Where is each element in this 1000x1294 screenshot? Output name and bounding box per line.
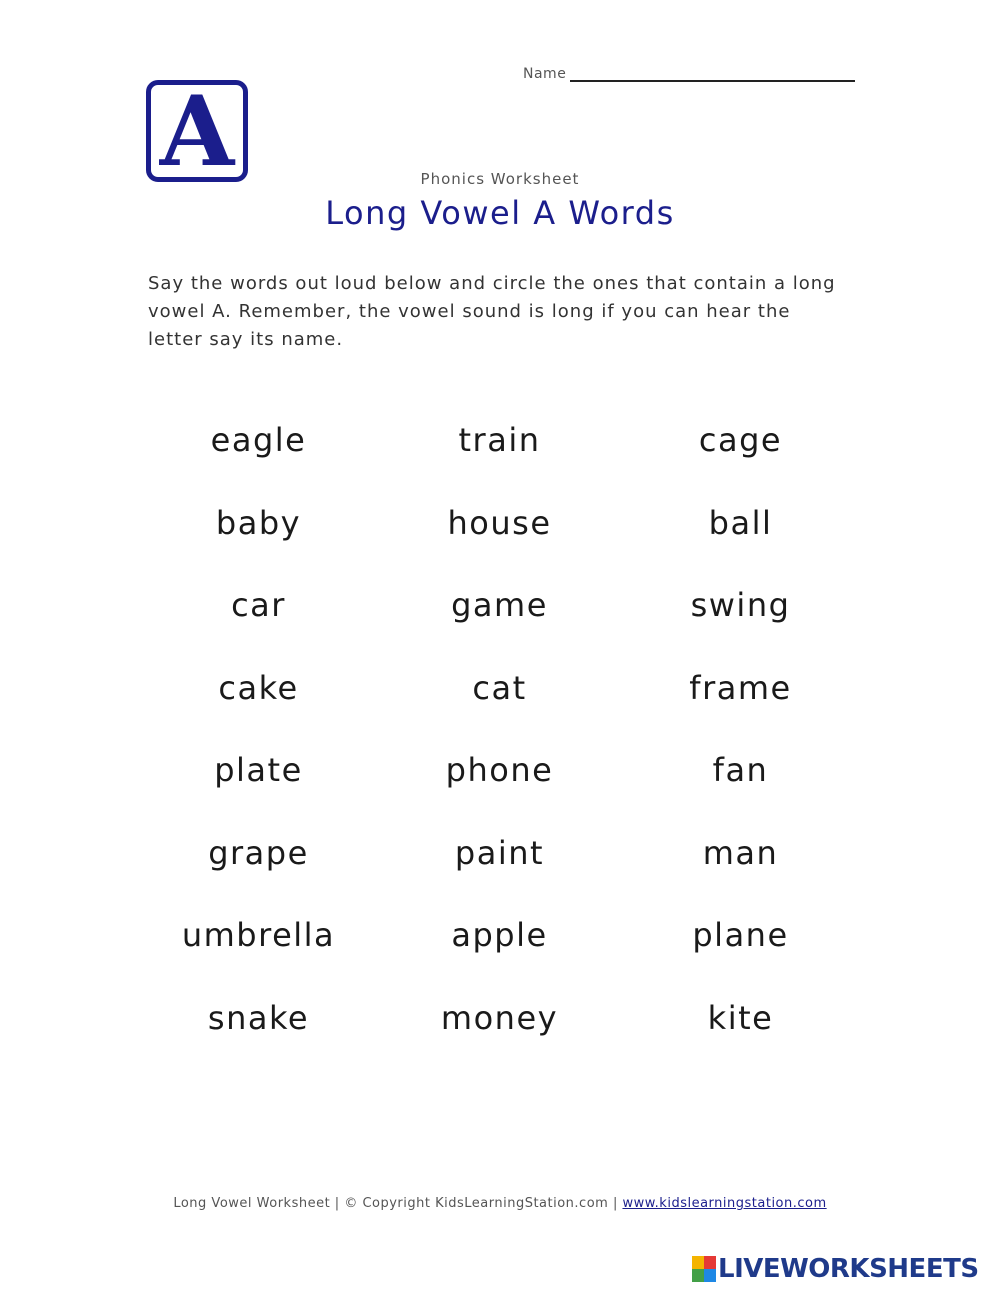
footer-copyright: Long Vowel Worksheet | © Copyright KidsLearningStation.com | [173,1196,618,1211]
word-item[interactable]: phone [445,751,554,789]
word-item[interactable]: cake [218,668,299,707]
word-item[interactable]: kite [707,998,774,1037]
word-item[interactable]: cage [698,421,783,459]
worksheet-title: Long Vowel A Words [325,194,675,232]
footer [0,1196,1000,1211]
word-item[interactable]: eagle [210,421,307,459]
word-item[interactable]: game [451,586,548,624]
logo-square [704,1269,716,1282]
logo-square [704,1256,716,1269]
logo-square [692,1256,704,1269]
word-item[interactable]: cat [472,668,527,707]
word-item[interactable]: frame [689,668,792,707]
name-label: Name [523,66,567,82]
worksheet-subtitle: Phonics Worksheet [420,170,580,188]
word-item[interactable]: fan [712,751,769,789]
word-item[interactable]: paint [454,833,545,872]
liveworksheets-logo [692,1254,979,1284]
word-item[interactable]: house [447,503,552,542]
word-item[interactable]: umbrella [181,916,336,954]
letter-badge-glyph: A [159,75,235,188]
liveworksheets-mark-icon [692,1256,716,1282]
word-item[interactable]: ball [708,503,773,542]
word-item[interactable]: grape [208,833,309,872]
letter-badge [146,75,248,188]
word-item[interactable]: swing [690,586,791,624]
logo-square [692,1269,704,1282]
word-item[interactable]: car [231,586,286,624]
word-item[interactable]: train [458,421,541,459]
name-blank-line[interactable] [570,64,855,82]
liveworksheets-wordmark: LIVEWORKSHEETS [718,1254,979,1284]
word-grid [138,417,862,1077]
word-item[interactable]: plane [692,916,789,954]
footer-link[interactable]: www.kidslearningstation.com [622,1196,827,1211]
word-item[interactable]: money [440,998,559,1037]
word-item[interactable]: snake [207,998,310,1037]
word-item[interactable]: plate [214,751,303,789]
word-item[interactable]: apple [451,916,548,954]
name-field [523,64,855,82]
word-item[interactable]: man [702,833,779,872]
word-item[interactable]: baby [215,503,302,542]
instructions-text: Say the words out loud below and circle the ones that contain a long vowel A. Remember, the vowel sound is long if you can hear the letter say its name. [148,273,836,350]
